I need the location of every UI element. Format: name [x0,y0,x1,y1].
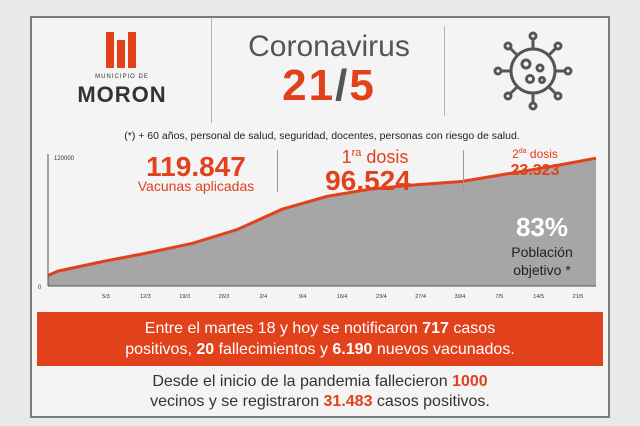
x-tick-label: 14/5 [533,294,545,300]
stat-divider-2 [463,150,464,192]
x-tick-label: 21/5 [572,294,584,300]
x-tick-label: 27/4 [415,294,427,300]
weekly-vaccinated: 6.190 [332,341,373,358]
weekly-cases: 717 [422,320,449,337]
total-deaths: 1000 [452,373,488,390]
first-dose-value: 96.524 [325,165,411,196]
total-vaccines-label: Vacunas aplicadas [137,178,255,194]
total-cases: 31.483 [323,393,373,410]
y-tick-label-min: 0 [38,285,42,291]
second-dose-value: 23.323 [510,162,560,179]
x-tick-label: 23/4 [375,294,387,300]
logo-subtitle: MUNICIPIO DE [95,74,149,80]
weekly-deaths: 20 [196,341,215,358]
x-tick-label: 12/3 [139,294,151,300]
x-tick-label: 9/4 [298,294,307,300]
date-day: 21 [282,61,336,110]
y-tick-label-max: 120000 [54,156,75,162]
x-tick-label: 7/5 [495,294,504,300]
weekly-report-banner: Entre el martes 18 y hoy se notificaron 717 casos positivos, 20 fallecimientos y 6.190 nuevos vacunados. [37,312,603,366]
first-dose-label: $1^{ra}$ dosis [341,147,409,167]
date-month: 5 [349,61,376,110]
target-population-percent: 83% [515,212,569,242]
logo-title: MORON [77,82,167,107]
x-tick-label: 16/4 [336,294,348,300]
footnote: (*) + 60 años, personal de salud, seguridad, docentes, personas con riesgo de salud. [124,130,520,142]
x-tick-label: 19/3 [179,294,191,300]
total-vaccines-value: 119.847 [146,151,246,182]
x-tick-label: 26/3 [218,294,230,300]
second-dose-label: $2^{da}$ dosis [512,147,558,161]
cumulative-summary: Desde el inicio de la pandemia fallecieron 1000 vecinos y se registraron 31.483 casos positivos. [150,373,490,410]
date-slash: / [335,61,350,110]
x-tick-label: 30/4 [454,294,466,300]
x-tick-label: 2/4 [259,294,268,300]
target-population-label: Población objetivo * [511,244,573,278]
x-tick-label: 5/3 [102,294,110,300]
page-title: Coronavirus [248,30,410,63]
